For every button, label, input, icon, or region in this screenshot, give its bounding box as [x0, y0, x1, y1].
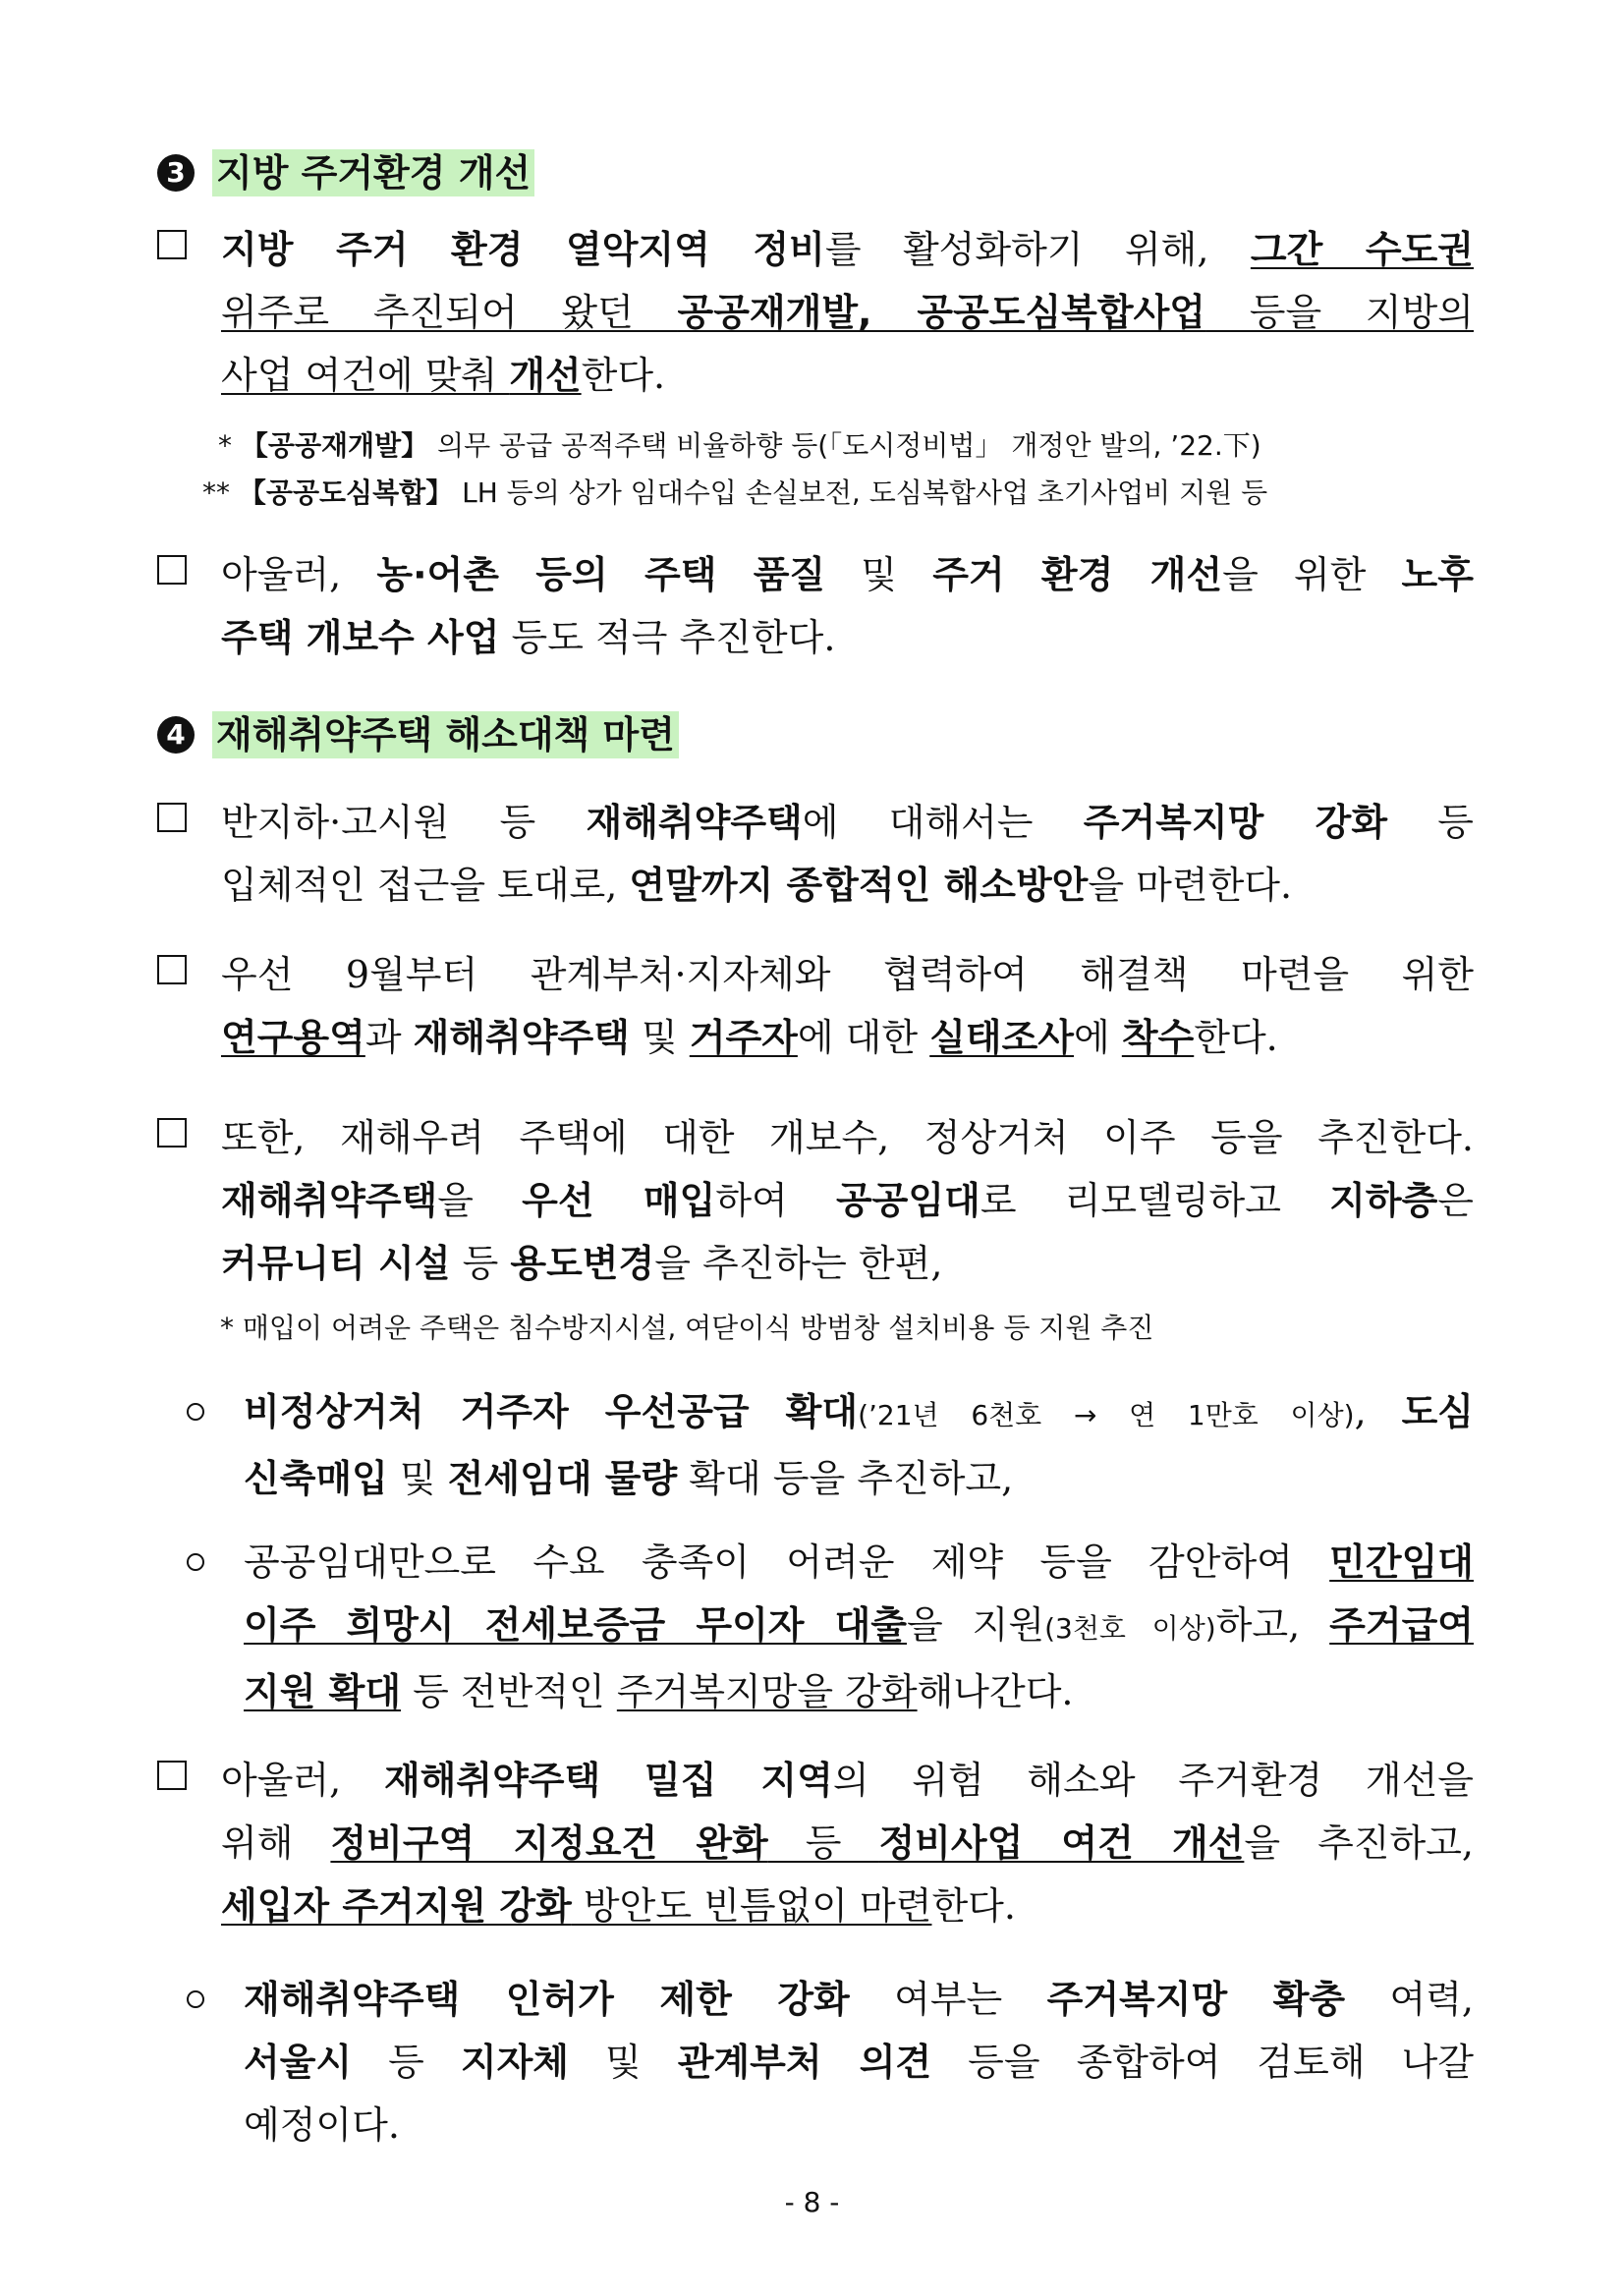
square-bullet-icon: [157, 555, 187, 585]
section-heading-4: [157, 709, 679, 760]
subitem-4-1: 비정상거처 거주자 우선공급 확대(’21년 6천호 → 연 1만호 이상), 도심 신축매입 및 전세임대 물량 확대 등을 추진하고,: [157, 1380, 1474, 1510]
square-bullet-icon: [157, 1761, 187, 1790]
paragraph-4-2: 우선 9월부터 관계부처·지자체와 협력하여 해결책 마련을 위한 연구용역과 재해취약주택 및 거주자에 대한 실태조사에 착수한다.: [157, 943, 1474, 1069]
section-title-4: 재해취약주택 해소대책 마련: [212, 711, 679, 758]
circle-bullet-icon: [187, 1553, 204, 1571]
subitem-4-2: 공공임대만으로 수요 충족이 어려운 제약 등을 감안하여 민간임대 이주 희망시 전세보증금 무이자 대출을 지원(3천호 이상)하고, 주거급여 지원 확대 등 전반적인 주거복지망을 강화해나간다.: [157, 1531, 1474, 1723]
paragraph-4-3: 또한, 재해우려 주택에 대한 개보수, 정상거처 이주 등을 추진한다. 재해취약주택을 우선 매입하여 공공임대로 리모델링하고 지하층은 커뮤니티 시설 등 용도변경을 추진하는 한편,: [157, 1106, 1474, 1295]
section-number-3: 3: [157, 154, 195, 192]
paragraph-4-1: 반지하·고시원 등 재해취약주택에 대해서는 주거복지망 강화 등 입체적인 접근을 토대로, 연말까지 종합적인 해소방안을 마련한다.: [157, 791, 1474, 917]
subitem-4-3: 재해취약주택 인허가 제한 강화 여부는 주거복지망 확충 여력, 서울시 등 지자체 및 관계부처 의견 등을 종합하여 검토해 나갈 예정이다.: [157, 1968, 1474, 2156]
section-number-4: 4: [157, 716, 195, 754]
footnote-3: * 매입이 어려운 주택은 침수방지시설, 여닫이식 방범창 설치비용 등 지원 추진: [220, 1312, 1154, 1344]
section-heading-3: [157, 147, 534, 198]
square-bullet-icon: [157, 803, 187, 832]
square-bullet-icon: [157, 1118, 187, 1148]
page-number: - 8 -: [784, 2186, 840, 2218]
square-bullet-icon: [157, 955, 187, 984]
paragraph-3-1: 지방 주거 환경 열악지역 정비를 활성화하기 위해, 그간 수도권 위주로 추진되어 왔던 공공재개발, 공공도심복합사업 등을 지방의 사업 여건에 맞춰 개선한다.: [157, 218, 1474, 407]
circle-bullet-icon: [187, 1403, 204, 1421]
square-bullet-icon: [157, 230, 187, 259]
paragraph-4-4: 아울러, 재해취약주택 밀집 지역의 위험 해소와 주거환경 개선을 위해 정비구역 지정요건 완화 등 정비사업 여건 개선을 추진하고, 세입자 주거지원 강화 방안도 빈틈없이 마련한다.: [157, 1749, 1474, 1937]
footnote-1: * 【공공재개발】 의무 공급 공적주택 비율하향 등(「도시정비법」 개정안 발의, ’22.下): [218, 429, 1261, 462]
section-title-3: 지방 주거환경 개선: [212, 149, 534, 196]
paragraph-3-2: 아울러, 농·어촌 등의 주택 품질 및 주거 환경 개선을 위한 노후 주택 개보수 사업 등도 적극 추진한다.: [157, 543, 1474, 669]
footnote-2: ** 【공공도심복합】 LH 등의 상가 임대수입 손실보전, 도심복합사업 초기사업비 지원 등: [202, 476, 1268, 509]
circle-bullet-icon: [187, 1990, 204, 2008]
